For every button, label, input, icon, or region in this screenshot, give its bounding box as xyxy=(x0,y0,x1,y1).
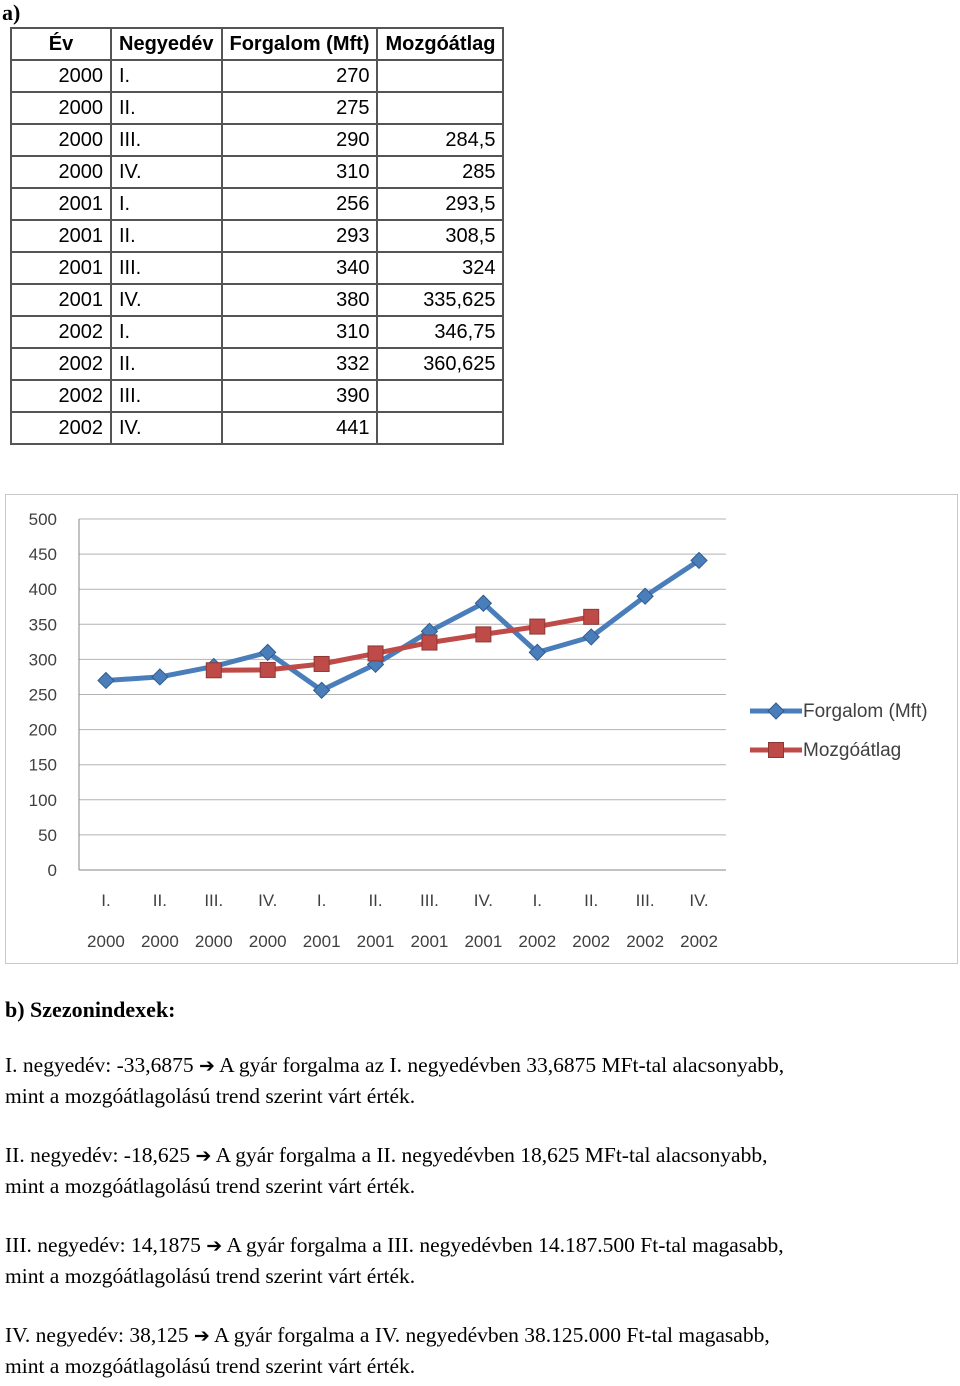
table-row xyxy=(11,156,503,188)
cell-mozgoatlag: 308,5 xyxy=(377,220,503,252)
y-tick-label: 300 xyxy=(28,650,57,670)
table-row xyxy=(11,284,503,316)
x-tick-label-year: 2002 xyxy=(680,932,718,951)
header-negyedev: Negyedév xyxy=(111,28,222,60)
header-ev: Év xyxy=(11,28,111,60)
legend-marker-forgalom xyxy=(768,703,784,719)
table-body xyxy=(11,60,503,444)
cell-quarter: IV. xyxy=(111,284,222,316)
seasonal-index-line xyxy=(5,1320,960,1351)
cell-year: 2000 xyxy=(11,92,111,124)
cell-year: 2000 xyxy=(11,156,111,188)
x-tick-label-quarter: II. xyxy=(368,891,383,910)
table-row xyxy=(11,220,503,252)
seasonal-index-explanation-cont: mint a mozgóátlagolású trend szerint várt érték. xyxy=(5,1264,416,1288)
x-tick-label-year: 2000 xyxy=(194,932,233,951)
line-chart xyxy=(6,495,959,965)
x-tick-label-quarter: IV. xyxy=(258,891,278,910)
table-row xyxy=(11,92,503,124)
x-tick-label-year: 2000 xyxy=(87,932,125,951)
y-tick-label: 150 xyxy=(28,755,57,775)
x-tick-label-quarter: III. xyxy=(635,891,655,910)
y-tick-label: 450 xyxy=(28,545,57,565)
cell-mozgoatlag xyxy=(377,412,503,444)
series-line-forgalom xyxy=(106,560,699,690)
cell-mozgoatlag: 284,5 xyxy=(377,124,503,156)
seasonal-index-explanation-cont: mint a mozgóátlagolású trend szerint várt érték. xyxy=(5,1174,416,1198)
arrow-right-icon: ➔ xyxy=(195,1145,212,1167)
cell-mozgoatlag: 335,625 xyxy=(377,284,503,316)
cell-mozgoatlag: 346,75 xyxy=(377,316,503,348)
cell-year: 2001 xyxy=(11,220,111,252)
cell-mozgoatlag: 293,5 xyxy=(377,188,503,220)
x-tick-label-year: 2002 xyxy=(518,932,557,951)
cell-quarter: IV. xyxy=(111,156,222,188)
y-tick-label: 200 xyxy=(28,720,57,740)
seasonal-index-value: IV. negyedév: 38,125 xyxy=(5,1323,194,1347)
data-point-mozgoatlag xyxy=(260,662,275,677)
part-a-label: a) xyxy=(2,0,21,25)
cell-mozgoatlag xyxy=(377,60,503,92)
cell-mozgoatlag: 360,625 xyxy=(377,348,503,380)
table-row xyxy=(11,412,503,444)
seasonal-index-item xyxy=(5,1050,960,1111)
seasonal-index-value: III. negyedév: 14,1875 xyxy=(5,1233,207,1257)
table-row xyxy=(11,252,503,284)
seasonal-index-line xyxy=(5,1230,960,1261)
cell-quarter: I. xyxy=(111,188,222,220)
seasonal-index-explanation-cont: mint a mozgóátlagolású trend szerint várt érték. xyxy=(5,1084,416,1108)
arrow-right-icon: ➔ xyxy=(193,1325,210,1347)
data-point-mozgoatlag xyxy=(422,635,437,650)
x-tick-label-year: 2001 xyxy=(464,932,503,951)
x-tick-label-quarter: I. xyxy=(532,891,543,910)
cell-year: 2002 xyxy=(11,412,111,444)
cell-forgalom: 390 xyxy=(222,380,378,412)
table-row xyxy=(11,124,503,156)
section-seasonal-indices xyxy=(5,997,960,1378)
x-tick-label-year: 2001 xyxy=(302,932,341,951)
cell-year: 2001 xyxy=(11,252,111,284)
cell-quarter: II. xyxy=(111,220,222,252)
data-table xyxy=(10,27,504,445)
seasonal-index-item xyxy=(5,1140,960,1201)
cell-quarter: IV. xyxy=(111,412,222,444)
cell-quarter: I. xyxy=(111,316,222,348)
cell-forgalom: 270 xyxy=(222,60,378,92)
cell-quarter: III. xyxy=(111,252,222,284)
data-point-mozgoatlag xyxy=(476,627,491,642)
table-row xyxy=(11,348,503,380)
x-tick-label-year: 2002 xyxy=(626,932,665,951)
seasonal-index-explanation: A gyár forgalma a IV. negyedévben 38.125.000 Ft-tal magasabb, xyxy=(209,1323,770,1347)
cell-mozgoatlag: 285 xyxy=(377,156,503,188)
arrow-right-icon: ➔ xyxy=(199,1055,215,1077)
cell-forgalom: 293 xyxy=(222,220,378,252)
cell-forgalom: 380 xyxy=(222,284,378,316)
seasonal-index-explanation: A gyár forgalma a II. negyedévben 18,625 MFt-tal alacsonyabb, xyxy=(211,1143,768,1167)
y-tick-label: 0 xyxy=(47,861,57,880)
data-point-forgalom xyxy=(152,669,168,685)
x-tick-label-year: 2000 xyxy=(248,932,287,951)
section-b-title: b) Szezonindexek: xyxy=(5,997,176,1022)
cell-forgalom: 310 xyxy=(222,316,378,348)
x-tick-label-year: 2001 xyxy=(356,932,395,951)
x-tick-label-quarter: I. xyxy=(101,891,111,910)
data-point-mozgoatlag xyxy=(314,656,329,671)
seasonal-index-item xyxy=(5,1230,960,1291)
cell-year: 2002 xyxy=(11,380,111,412)
y-tick-label: 500 xyxy=(28,510,57,529)
x-tick-label-quarter: II. xyxy=(152,891,167,910)
y-tick-label: 250 xyxy=(28,685,57,705)
seasonal-index-item xyxy=(5,1320,960,1381)
x-tick-label-quarter: IV. xyxy=(473,891,493,910)
cell-mozgoatlag: 324 xyxy=(377,252,503,284)
chart-frame xyxy=(5,494,958,964)
cell-forgalom: 332 xyxy=(222,348,378,380)
cell-quarter: III. xyxy=(111,380,222,412)
seasonal-index-value: I. negyedév: -33,6875 xyxy=(5,1053,200,1077)
data-point-forgalom xyxy=(98,672,114,688)
cell-forgalom: 340 xyxy=(222,252,378,284)
x-tick-label-year: 2000 xyxy=(140,932,179,951)
cell-year: 2002 xyxy=(11,348,111,380)
legend-label-forgalom: Forgalom (Mft) xyxy=(803,701,928,722)
table-row xyxy=(11,316,503,348)
cell-year: 2001 xyxy=(11,284,111,316)
data-point-mozgoatlag xyxy=(584,609,599,624)
cell-forgalom: 256 xyxy=(222,188,378,220)
x-tick-label-quarter: II. xyxy=(584,891,599,910)
cell-mozgoatlag xyxy=(377,92,503,124)
header-forgalom: Forgalom (Mft) xyxy=(222,28,378,60)
cell-quarter: II. xyxy=(111,348,222,380)
x-tick-label-quarter: IV. xyxy=(689,891,709,910)
cell-forgalom: 310 xyxy=(222,156,378,188)
y-tick-label: 400 xyxy=(28,580,57,600)
x-tick-label-year: 2002 xyxy=(572,932,611,951)
table-header-row xyxy=(11,28,503,60)
seasonal-index-explanation-cont: mint a mozgóátlagolású trend szerint várt érték. xyxy=(5,1354,416,1378)
cell-quarter: III. xyxy=(111,124,222,156)
cell-year: 2002 xyxy=(11,316,111,348)
y-tick-label: 50 xyxy=(38,825,57,845)
cell-mozgoatlag xyxy=(377,380,503,412)
data-point-mozgoatlag xyxy=(368,646,383,661)
table-row xyxy=(11,60,503,92)
x-tick-label-year: 2001 xyxy=(410,932,449,951)
seasonal-index-line xyxy=(5,1140,960,1171)
legend-label-mozgoatlag: Mozgóátlag xyxy=(803,740,902,761)
seasonal-index-explanation: A gyár forgalma a III. negyedévben 14.187.500 Ft-tal magasabb, xyxy=(222,1233,784,1257)
table-row xyxy=(11,380,503,412)
cell-quarter: II. xyxy=(111,92,222,124)
x-tick-label-quarter: III. xyxy=(204,891,224,910)
seasonal-index-line xyxy=(5,1050,960,1081)
cell-quarter: I. xyxy=(111,60,222,92)
header-mozgoatlag: Mozgóátlag xyxy=(377,28,503,60)
table-row xyxy=(11,188,503,220)
cell-year: 2000 xyxy=(11,60,111,92)
seasonal-index-explanation: A gyár forgalma az I. negyedévben 33,6875 MFt-tal alacsonyabb, xyxy=(214,1053,785,1077)
cell-forgalom: 441 xyxy=(222,412,378,444)
arrow-right-icon: ➔ xyxy=(206,1235,223,1257)
data-point-mozgoatlag xyxy=(206,663,221,678)
cell-year: 2000 xyxy=(11,124,111,156)
x-tick-label-quarter: I. xyxy=(316,891,327,910)
seasonal-index-value: II. negyedév: -18,625 xyxy=(5,1143,196,1167)
x-tick-label-quarter: III. xyxy=(420,891,439,910)
data-point-mozgoatlag xyxy=(530,619,545,634)
cell-forgalom: 290 xyxy=(222,124,378,156)
y-tick-label: 350 xyxy=(28,615,57,635)
legend-marker-mozgoatlag xyxy=(769,743,784,758)
cell-forgalom: 275 xyxy=(222,92,378,124)
y-tick-label: 100 xyxy=(28,790,57,810)
cell-year: 2001 xyxy=(11,188,111,220)
